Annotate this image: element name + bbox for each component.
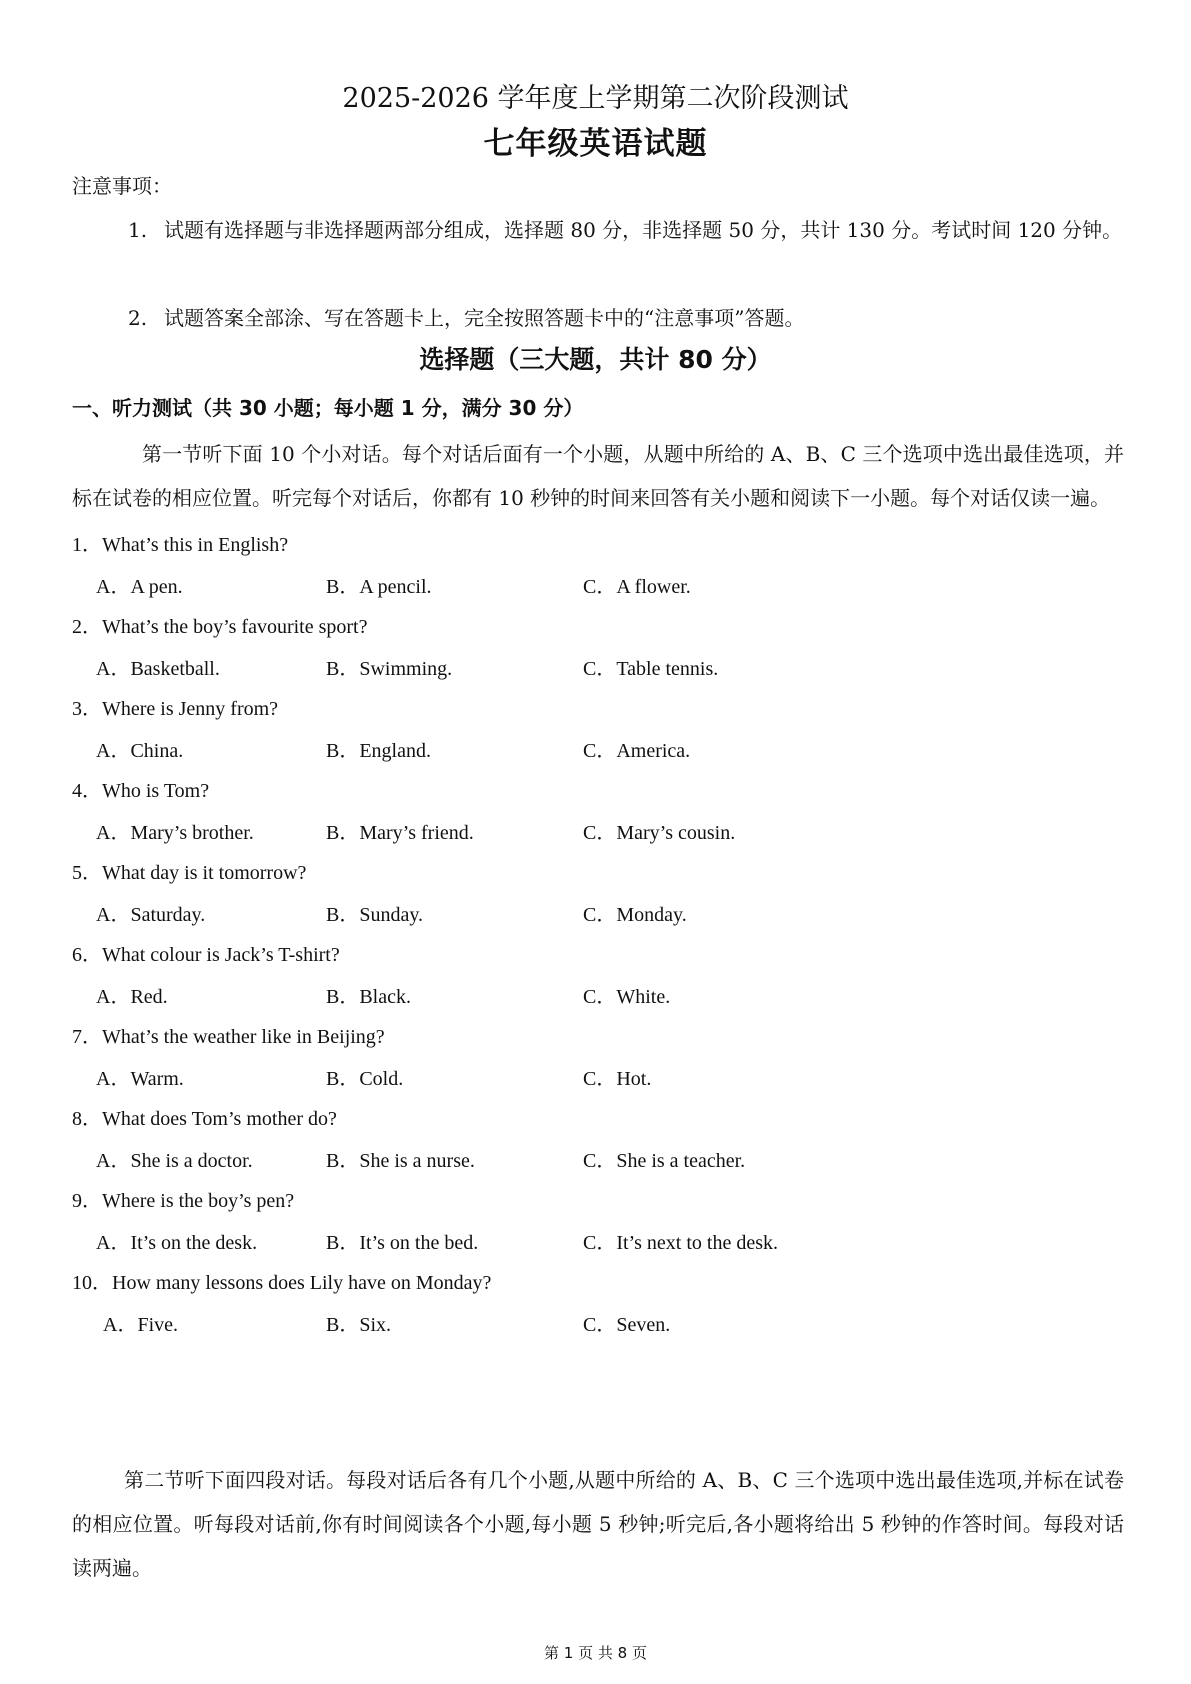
notice-item <box>128 208 1124 252</box>
option-c: C．Mary’s cousin. <box>583 822 736 844</box>
question-text: 9．Where is the boy’s pen? <box>72 1190 295 1212</box>
option-a: A．Red. <box>96 986 168 1008</box>
option-c: C．White. <box>583 986 671 1008</box>
exam-subtitle: 七年级英语试题 <box>483 126 708 162</box>
question-text: 10．How many lessons does Lily have on Monday? <box>72 1272 492 1294</box>
option-b: B．Cold. <box>326 1068 404 1090</box>
notice-item-text: 试题答案全部涂、写在答题卡上，完全按照答题卡中的“注意事项”答题。 <box>164 306 805 330</box>
option-a: A．Five. <box>103 1314 178 1336</box>
option-b: B．Swimming. <box>326 658 453 680</box>
option-a: A．China. <box>96 740 184 762</box>
notice-item-number: 1. <box>128 218 148 242</box>
option-c: C．America. <box>583 740 691 762</box>
question-text: 5．What day is it tomorrow? <box>72 862 307 884</box>
notice-heading: 注意事项： <box>72 174 172 198</box>
option-c: C．Seven. <box>583 1314 671 1336</box>
question-text: 7．What’s the weather like in Beijing? <box>72 1026 385 1048</box>
option-c: C．Monday. <box>583 904 687 926</box>
option-b: B．It’s on the bed. <box>326 1232 479 1254</box>
notice-item-text: 试题有选择题与非选择题两部分组成，选择题 80 分，非选择题 50 分，共计 130 分。考试时间 120 分钟。 <box>164 218 1123 242</box>
question-text: 4．Who is Tom? <box>72 780 210 802</box>
option-c: C．Table tennis. <box>583 658 719 680</box>
option-b: B．Mary’s friend. <box>326 822 474 844</box>
option-b: B．England. <box>326 740 431 762</box>
page-footer: 第 1 页 共 8 页 <box>544 1644 647 1662</box>
section1-instructions: 第一节听下面 10 个小对话。每个对话后面有一个小题，从题中所给的 A、B、C 三个选项中选出最佳选项，并标在试卷的相应位置。听完每个对话后，你都有 10 秒钟的时间来回答有关小题和阅读下一小题。每个对话仅读一遍。 <box>72 442 1124 510</box>
question-text: 8．What does Tom’s mother do? <box>72 1108 337 1130</box>
question-text: 1．What’s this in English? <box>72 534 289 556</box>
option-a: A．A pen. <box>96 576 183 598</box>
option-c: C．She is a teacher. <box>583 1150 746 1172</box>
option-b: B．Black. <box>326 986 411 1008</box>
question-text: 3．Where is Jenny from? <box>72 698 279 720</box>
option-c: C．A flower. <box>583 576 691 598</box>
section-title: 选择题（三大题，共计 80 分） <box>419 345 772 374</box>
part-heading: 一、听力测试（共 30 小题；每小题 1 分，满分 30 分） <box>72 396 584 420</box>
notice-item <box>128 296 1124 340</box>
question-text: 6．What colour is Jack’s T-shirt? <box>72 944 340 966</box>
section2-instructions: 第二节听下面四段对话。每段对话后各有几个小题,从题中所给的 A、B、C 三个选项中选出最佳选项,并标在试卷的相应位置。听每段对话前,你有时间阅读各个小题,每小题 5 秒钟;听完后,各小题将给出 5 秒钟的作答时间。每段对话读两遍。 <box>72 1468 1124 1580</box>
option-a: A．Saturday. <box>96 904 206 926</box>
option-a: A．Mary’s brother. <box>96 822 254 844</box>
question-text: 2．What’s the boy’s favourite sport? <box>72 616 368 638</box>
option-b: B．Sunday. <box>326 904 424 926</box>
option-c: C．It’s next to the desk. <box>583 1232 778 1254</box>
option-a: A．Basketball. <box>96 658 220 680</box>
option-c: C．Hot. <box>583 1068 652 1090</box>
option-b: B．Six. <box>326 1314 392 1336</box>
option-b: B．A pencil. <box>326 576 432 598</box>
option-a: A．It’s on the desk. <box>96 1232 258 1254</box>
option-a: A．She is a doctor. <box>96 1150 253 1172</box>
option-b: B．She is a nurse. <box>326 1150 475 1172</box>
notice-item-number: 2. <box>128 306 148 330</box>
option-a: A．Warm. <box>96 1068 184 1090</box>
exam-title: 2025-2026 学年度上学期第二次阶段测试 <box>342 83 849 114</box>
